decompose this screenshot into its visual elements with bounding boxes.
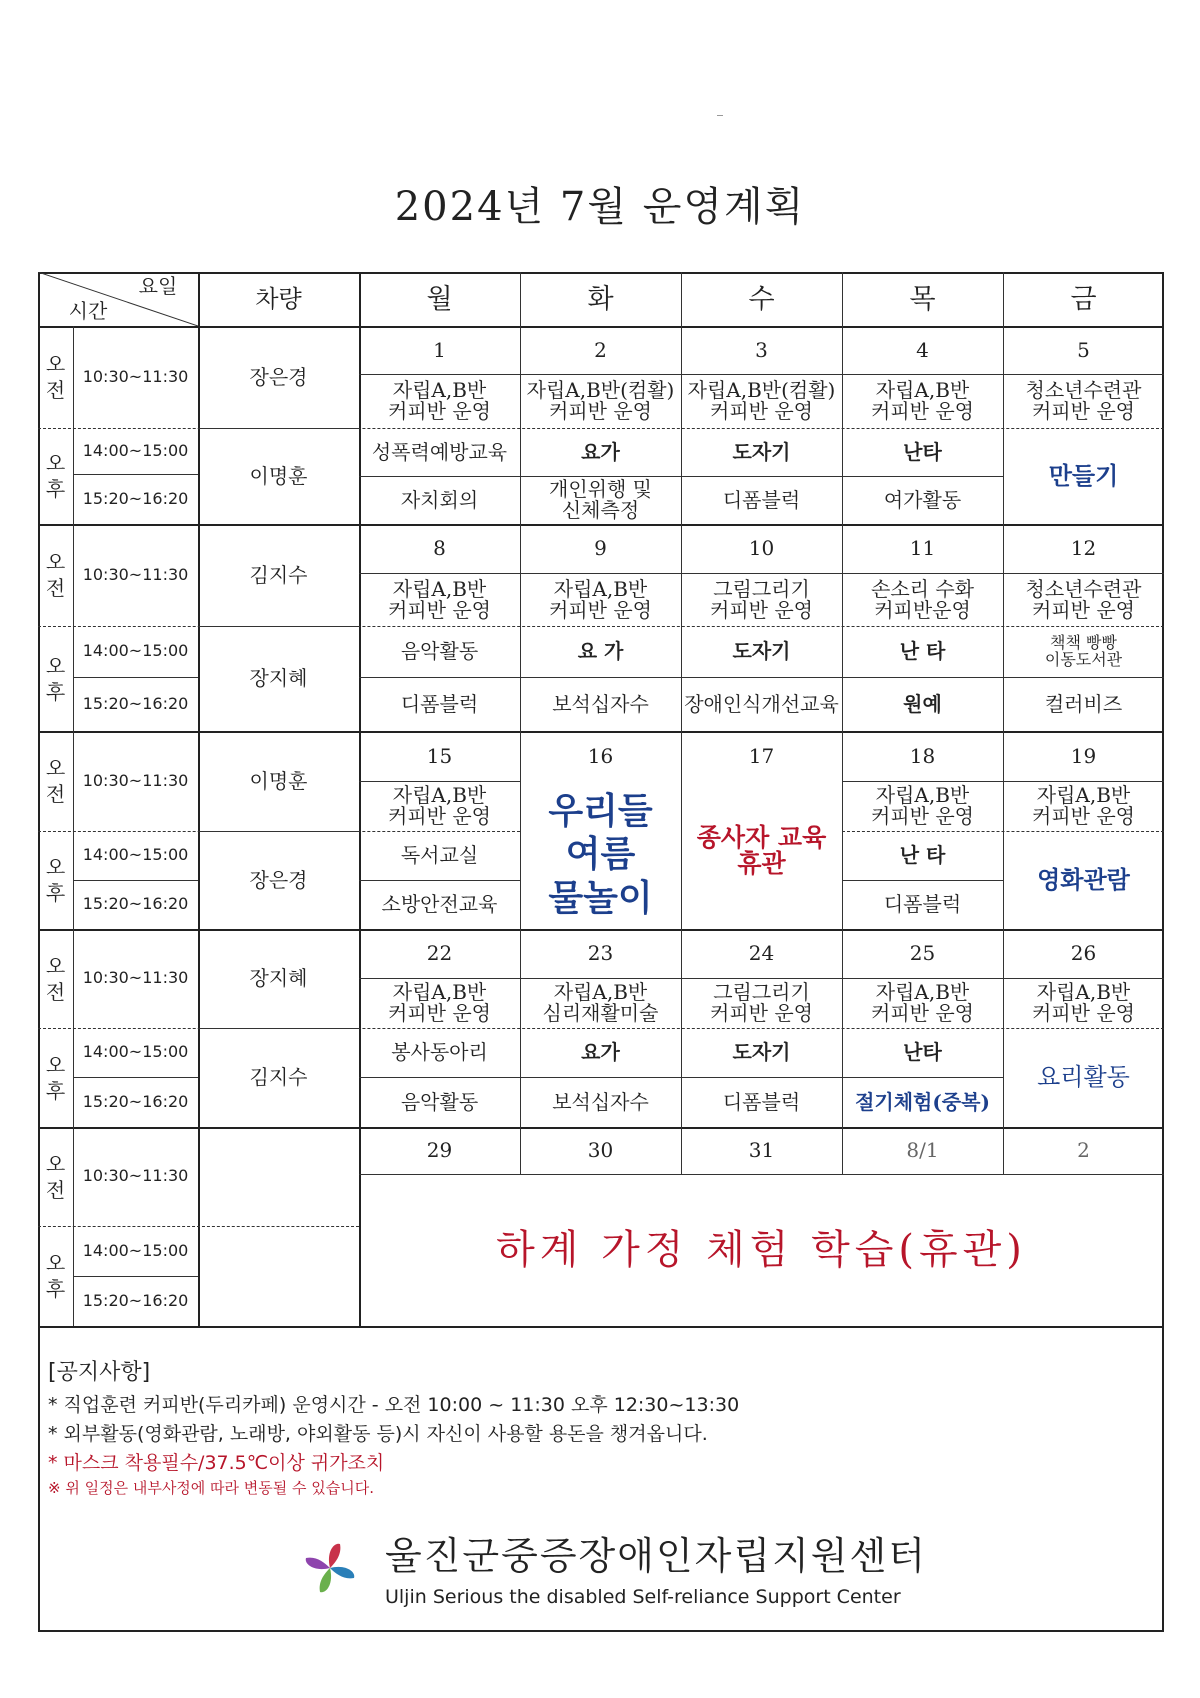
activity-cell: 도자기: [732, 639, 791, 663]
time-slot1: 14:00~15:00: [82, 440, 189, 460]
activity-cell: 자립A,B반 커피반 운영: [871, 980, 974, 1025]
day-header-wed: 수: [748, 283, 775, 315]
notice-item: * 직업훈련 커피반(두리카페) 운영시간 - 오전 10:00 ~ 11:30 오후 12:30~13:30: [48, 1394, 740, 1416]
day-header-tue: 화: [587, 283, 614, 315]
driver-name: 장지혜: [249, 666, 308, 690]
date-cell: 10: [748, 536, 775, 560]
date-cell: 9: [594, 536, 607, 560]
activity-cell: 자립A,B반 커피반 운영: [549, 576, 652, 622]
activity-cell: 자립A,B반 커피반 운영: [871, 783, 974, 828]
date-cell: 31: [748, 1138, 775, 1162]
activity-cell: 도자기: [732, 1040, 791, 1064]
activity-cell: 책책 빵빵 이동도서관: [1044, 632, 1123, 669]
time-slot2: 15:20~16:20: [82, 693, 189, 713]
activity-cell: 개인위행 및 신체측정: [549, 477, 652, 522]
activity-cell: 요 가: [577, 639, 624, 663]
corner-day-label: 요일: [138, 273, 178, 298]
summer-home-study-closed: 하계 가정 체험 학습(휴관): [496, 1227, 1027, 1273]
activity-cell: 독서교실: [400, 843, 479, 867]
date-cell: 25: [909, 941, 936, 965]
activity-cell: 성폭력예방교육: [371, 439, 508, 464]
date-cell: 23: [587, 941, 614, 965]
organization-name-en: Uljin Serious the disabled Self-reliance Support Center: [385, 1586, 901, 1608]
time-morning: 10:30~11:30: [82, 968, 189, 988]
driver-name: 김지수: [249, 562, 308, 587]
vehicle-header: 차량: [255, 285, 302, 314]
activity-cell: 자립A,B반 심리재활미술: [542, 980, 659, 1025]
period-am: 오 전: [45, 953, 66, 1004]
activity-cell: 요가: [581, 439, 620, 464]
date-cell: 19: [1070, 743, 1097, 768]
activity-cell: 손소리 수화 커피반운영: [871, 576, 974, 622]
activity-cell: 청소년수련관 커피반 운영: [1025, 576, 1142, 622]
date-cell: 3: [755, 337, 768, 362]
time-morning: 10:30~11:30: [82, 1166, 189, 1186]
driver-name: 이명훈: [249, 768, 308, 793]
activity-cell: 원예: [903, 691, 942, 716]
date-cell: 4: [916, 337, 929, 362]
activity-cell: 봉사동아리: [391, 1040, 488, 1064]
activity-cell-highlight: 요리활동: [1037, 1062, 1130, 1091]
activity-cell: 자립A,B반 커피반 운영: [388, 576, 491, 622]
day-header-thu: 목: [909, 283, 936, 315]
date-cell: 22: [426, 941, 453, 965]
event-summer-water-play: 우리들 여름 물놀이: [548, 790, 653, 919]
driver-name: 김지수: [249, 1065, 308, 1089]
activity-cell: 도자기: [732, 439, 791, 464]
date-cell: 17: [748, 743, 775, 768]
activity-cell: 음악활동: [400, 1089, 479, 1114]
activity-cell: 자치회의: [400, 487, 479, 512]
time-slot1: 14:00~15:00: [82, 845, 189, 865]
driver-name: 장은경: [249, 867, 308, 892]
activity-cell: 그림그리기 커피반 운영: [710, 980, 813, 1025]
period-am: 오 전: [45, 352, 66, 402]
activity-cell: 난타: [903, 439, 942, 464]
time-slot2: 15:20~16:20: [82, 1091, 189, 1111]
driver-name: 이명훈: [249, 463, 308, 488]
notice-item: * 마스크 착용필수/37.5℃이상 귀가조치: [48, 1452, 385, 1474]
driver-name: 장지혜: [249, 966, 308, 990]
activity-cell: 여가활동: [883, 487, 962, 512]
period-pm: 오 후: [45, 855, 66, 905]
day-header-fri: 금: [1070, 283, 1097, 315]
time-morning: 10:30~11:30: [82, 366, 189, 386]
period-pm: 오 후: [45, 1251, 66, 1301]
notice-item: ※ 위 일정은 내부사정에 따라 변동될 수 있습니다.: [48, 1479, 375, 1497]
corner-time-label: 시간: [68, 298, 108, 323]
activity-cell: 디폼블럭: [722, 487, 801, 512]
date-cell: 16: [587, 743, 614, 768]
notice-item: * 외부활동(영화관람, 노래방, 야외활동 등)시 자신이 사용할 용돈을 챙겨옵니다.: [48, 1423, 708, 1445]
scan-mark: [717, 115, 723, 116]
date-cell: 11: [909, 536, 936, 560]
date-cell: 15: [426, 743, 453, 768]
activity-cell: 청소년수련관 커피반 운영: [1025, 378, 1142, 423]
activity-cell: 자립A,B반 커피반 운영: [388, 783, 491, 828]
pinwheel-logo-icon: [300, 1538, 360, 1598]
activity-cell: 음악활동: [400, 639, 479, 663]
date-cell: 29: [426, 1138, 453, 1162]
driver-name: 장은경: [249, 364, 308, 389]
period-am: 오 전: [45, 1151, 66, 1202]
activity-cell: 자립A,B반 커피반 운영: [1032, 783, 1135, 828]
page-title: 2024년 7월 운영계획: [394, 184, 806, 230]
activity-cell: 난 타: [899, 843, 946, 867]
time-morning: 10:30~11:30: [82, 770, 189, 790]
organization-name-ko: 울진군중증장애인자립지원센터: [385, 1534, 927, 1578]
activity-cell: 요가: [581, 1040, 620, 1064]
activity-cell-highlight: 만들기: [1048, 461, 1119, 491]
day-header-mon: 월: [426, 283, 453, 315]
event-staff-training-closed: 종사자 교육 휴관: [696, 822, 827, 878]
activity-cell: 디폼블럭: [400, 691, 479, 716]
activity-cell-highlight: 영화관람: [1037, 865, 1130, 895]
time-slot2: 15:20~16:20: [82, 488, 189, 508]
notice-title: [공지사항]: [48, 1360, 151, 1385]
activity-cell: 난 타: [899, 639, 946, 663]
period-am: 오 전: [45, 550, 66, 600]
activity-cell: 그림그리기 커피반 운영: [710, 576, 813, 622]
time-slot1: 14:00~15:00: [82, 641, 189, 661]
time-slot1: 14:00~15:00: [82, 1042, 189, 1062]
activity-cell: 장애인식개선교육: [684, 691, 839, 716]
activity-cell: 컬러비즈: [1044, 691, 1123, 716]
date-cell: 26: [1070, 941, 1097, 965]
activity-cell: 디폼블럭: [883, 892, 962, 916]
time-slot2: 15:20~16:20: [82, 894, 189, 914]
activity-cell: 자립A,B반(컴활) 커피반 운영: [526, 378, 675, 423]
period-am: 오 전: [45, 756, 66, 806]
activity-cell: 자립A,B반 커피반 운영: [871, 378, 974, 423]
date-cell: 12: [1070, 536, 1097, 560]
time-slot2: 15:20~16:20: [82, 1290, 189, 1310]
date-cell: 2: [594, 337, 607, 362]
activity-cell-highlight: 절기체험(중복): [855, 1089, 990, 1114]
date-cell: 8: [433, 536, 446, 560]
activity-cell: 보석십자수: [552, 1089, 649, 1114]
activity-cell: 난타: [903, 1040, 942, 1064]
activity-cell: 소방안전교육: [381, 892, 498, 916]
date-cell: 8/1: [906, 1138, 939, 1162]
activity-cell: 자립A,B반 커피반 운영: [388, 980, 491, 1025]
date-cell: 1: [433, 337, 446, 362]
period-pm: 오 후: [45, 451, 66, 501]
activity-cell: 자립A,B반 커피반 운영: [388, 378, 491, 423]
date-cell: 30: [587, 1138, 614, 1162]
date-cell: 2: [1077, 1138, 1090, 1162]
period-pm: 오 후: [45, 1052, 66, 1103]
date-cell: 18: [909, 743, 936, 768]
time-morning: 10:30~11:30: [82, 564, 189, 584]
activity-cell: 자립A,B반(컴활) 커피반 운영: [687, 378, 836, 423]
activity-cell: 자립A,B반 커피반 운영: [1032, 980, 1135, 1025]
period-pm: 오 후: [45, 653, 66, 704]
date-cell: 24: [748, 941, 775, 965]
activity-cell: 디폼블럭: [722, 1089, 801, 1114]
date-cell: 5: [1077, 337, 1090, 362]
activity-cell: 보석십자수: [552, 691, 649, 716]
time-slot1: 14:00~15:00: [82, 1240, 189, 1260]
